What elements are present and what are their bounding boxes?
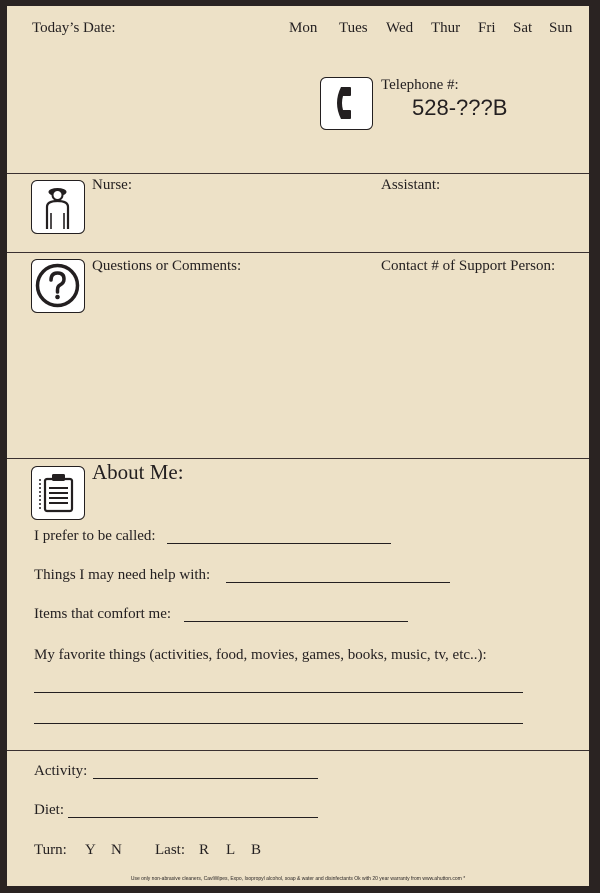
help-label: Things I may need help with: [34, 567, 211, 583]
day-sun[interactable]: Sun [549, 20, 573, 36]
day-sat[interactable]: Sat [513, 20, 533, 36]
divider [7, 252, 589, 253]
date-label: Today’s Date: [32, 20, 116, 36]
last-left[interactable]: L [226, 842, 236, 858]
divider [7, 458, 589, 459]
telephone-icon [320, 77, 373, 130]
help-line[interactable] [226, 582, 450, 583]
questions-label: Questions or Comments: [92, 258, 242, 274]
nurse-label: Nurse: [92, 177, 132, 193]
day-fri[interactable]: Fri [478, 20, 496, 36]
day-tues[interactable]: Tues [339, 20, 368, 36]
last-back[interactable]: B [251, 842, 262, 858]
day-thur[interactable]: Thur [431, 20, 461, 36]
clipboard-icon [31, 466, 85, 520]
favorites-line[interactable] [34, 723, 523, 724]
footer-note: Use only non-abrasive cleaners, CaviWipes, Expo, Isopropyl alcohol, soap & water and disinfectants Ok with 20 year warranty from www.ahutton.com * [130, 876, 466, 882]
assistant-label: Assistant: [381, 177, 441, 193]
activity-label: Activity: [34, 763, 88, 779]
turn-yes[interactable]: Y [85, 842, 96, 858]
diet-line[interactable] [68, 817, 318, 818]
called-line[interactable] [167, 543, 391, 544]
turn-no[interactable]: N [111, 842, 122, 858]
favorites-line[interactable] [34, 692, 523, 693]
day-mon[interactable]: Mon [289, 20, 318, 36]
contact-label: Contact # of Support Person: [381, 258, 556, 274]
diet-label: Diet: [34, 802, 64, 818]
comfort-label: Items that comfort me: [34, 606, 172, 622]
whiteboard [7, 6, 589, 886]
turn-label: Turn: [34, 842, 67, 858]
divider [7, 173, 589, 174]
nurse-icon [31, 180, 85, 234]
activity-line[interactable] [93, 778, 318, 779]
comfort-line[interactable] [184, 621, 408, 622]
about-title: About Me: [92, 460, 184, 484]
last-right[interactable]: R [199, 842, 210, 858]
called-label: I prefer to be called: [34, 528, 156, 544]
favorites-label: My favorite things (activities, food, movies, games, books, music, tv, etc..): [34, 647, 487, 663]
last-label: Last: [155, 842, 185, 858]
question-icon [31, 259, 85, 313]
telephone-label: Telephone #: [381, 77, 459, 93]
telephone-number: 528-???B [412, 95, 508, 120]
divider [7, 750, 589, 751]
day-wed[interactable]: Wed [386, 20, 414, 36]
